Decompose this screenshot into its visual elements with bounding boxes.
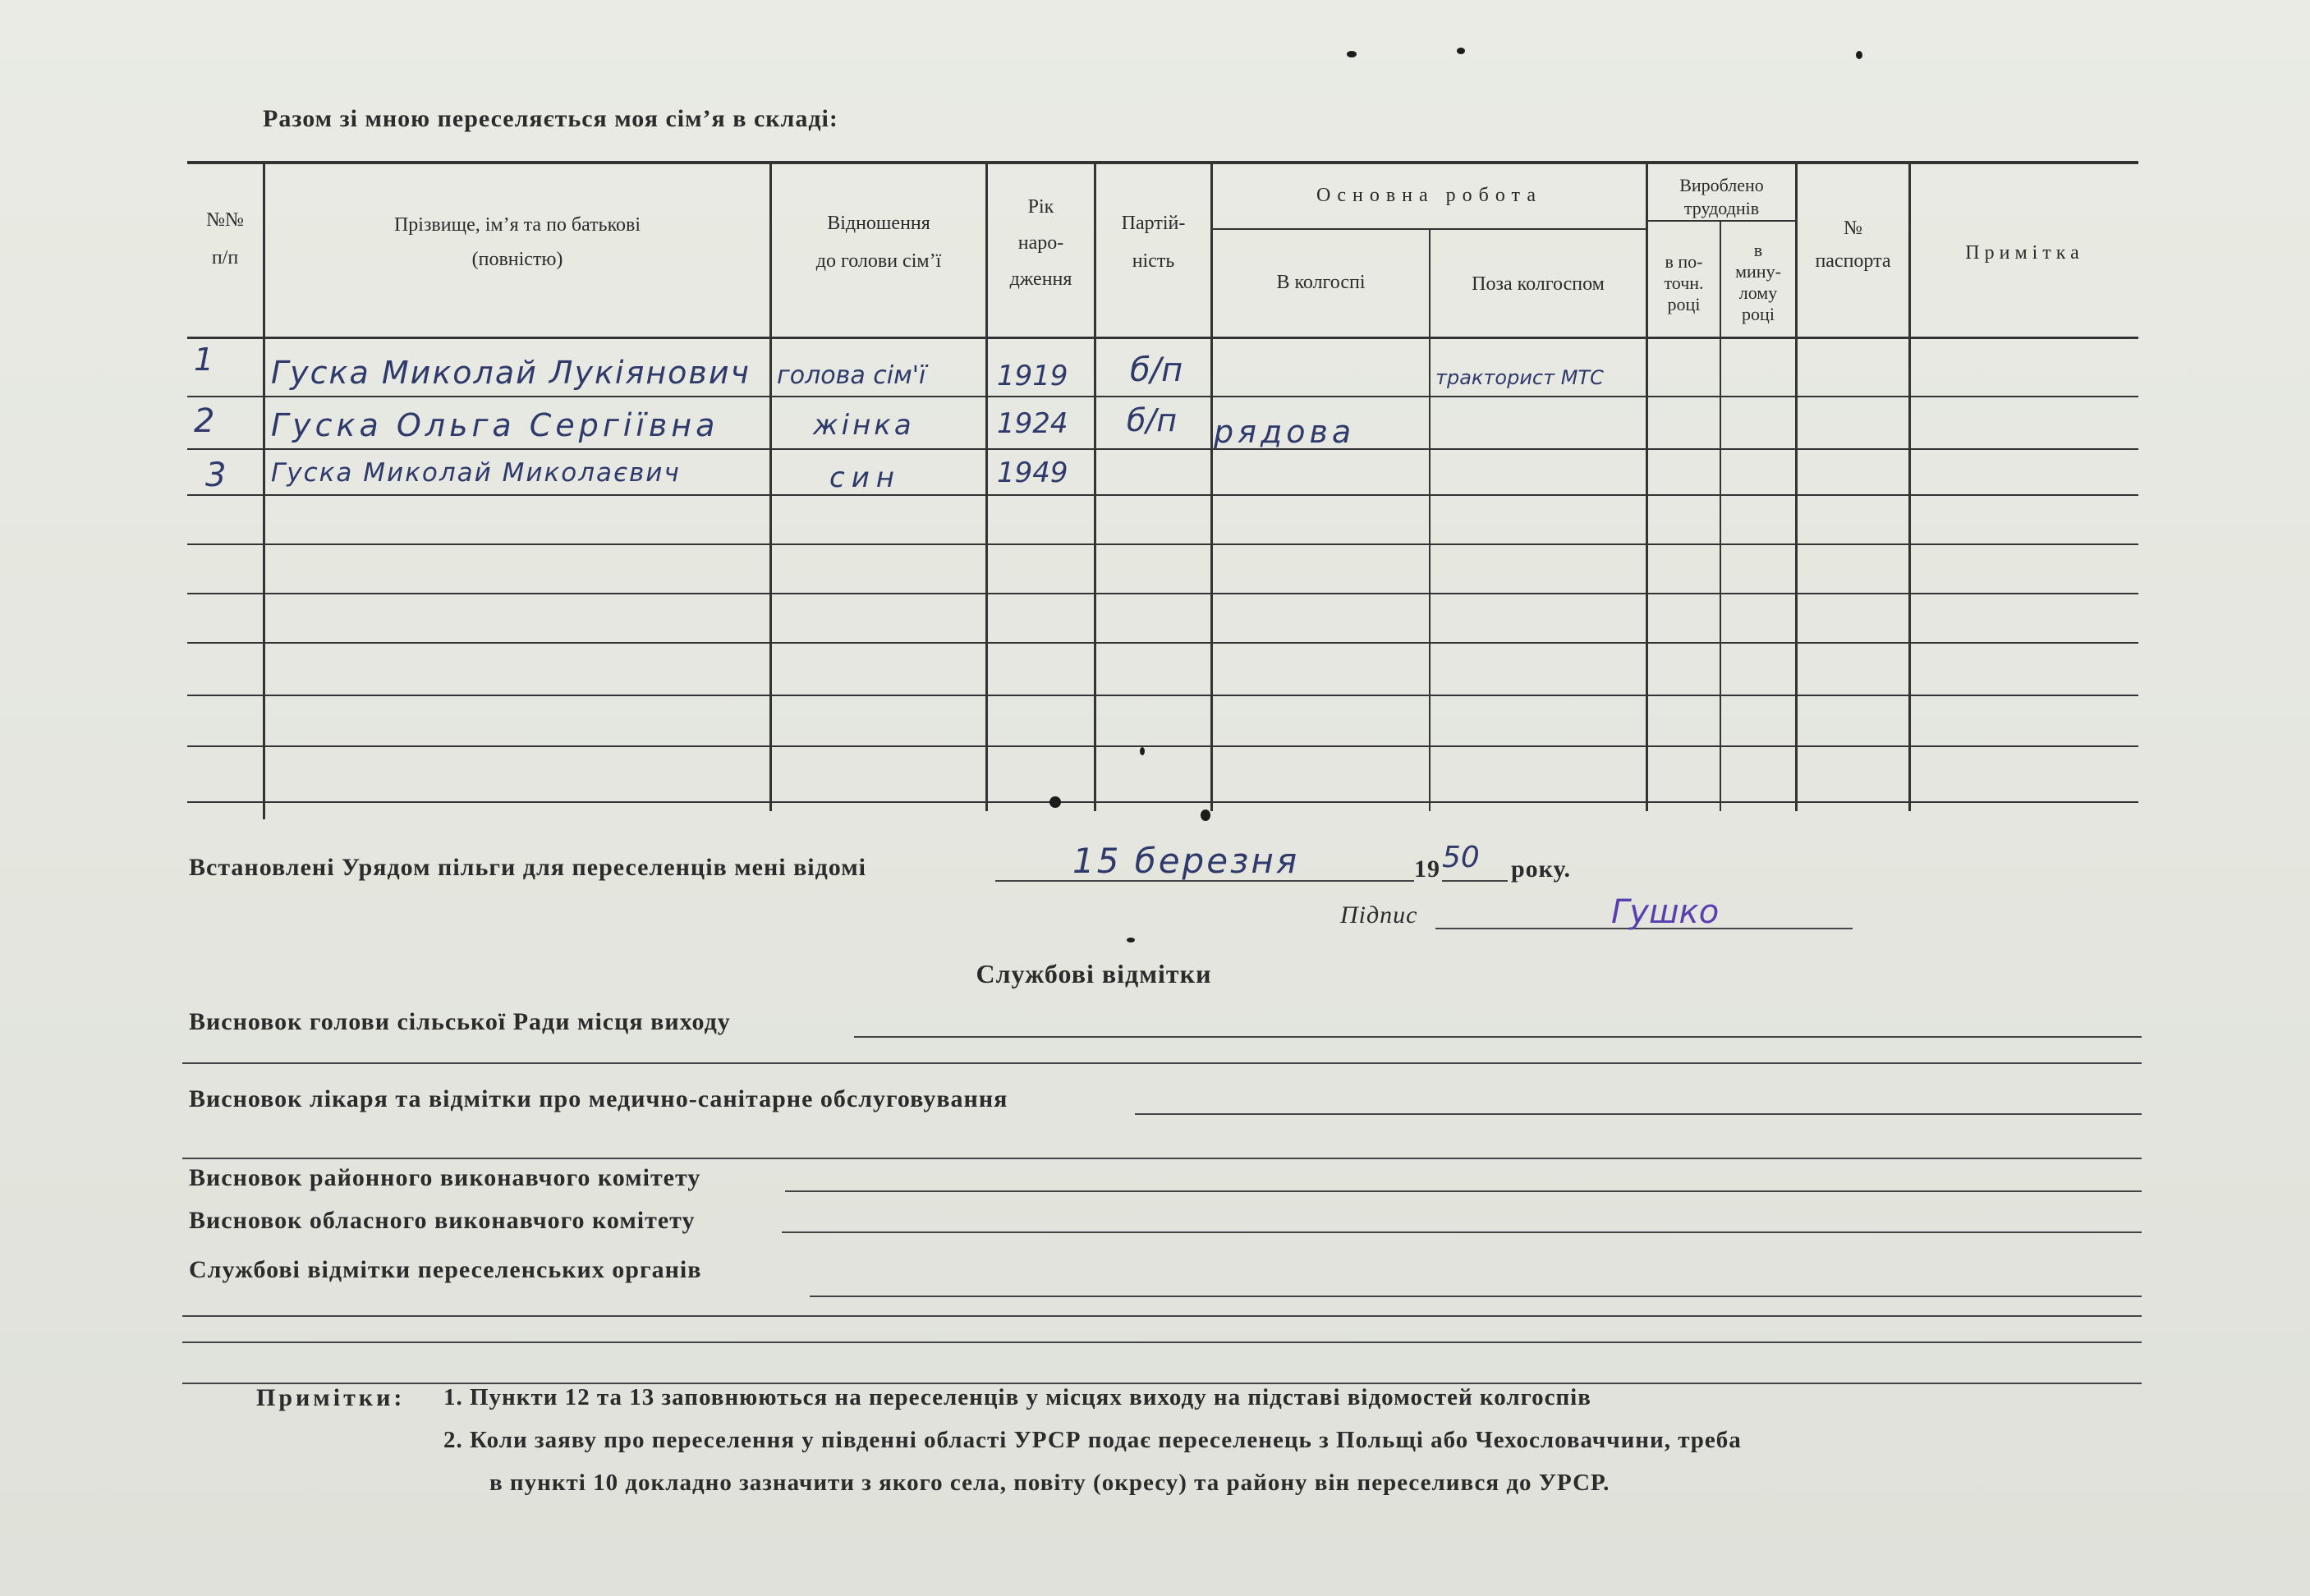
- header-remark: Примітка: [1965, 242, 2084, 264]
- benefits-label: Встановлені Урядом пільги для переселенців мені відомі: [189, 854, 867, 881]
- table-top-border: [187, 161, 2138, 164]
- header-work: Основна робота: [1316, 185, 1542, 206]
- col-divider-party: [1210, 163, 1213, 811]
- service-fill: [182, 1315, 2142, 1317]
- service-fill: [182, 1062, 2142, 1064]
- row-3-num: 3: [205, 456, 227, 494]
- benefits-year-line: [1442, 880, 1508, 882]
- service-title: Службові відмітки: [976, 959, 1212, 988]
- header-wd-past: в мину- лому році: [1735, 240, 1781, 324]
- paper-spot: [1140, 747, 1145, 755]
- row-2-name: Гуска Ольга Сергіївна: [271, 407, 719, 443]
- row-2-party: б/п: [1127, 402, 1178, 438]
- service-line-resettlement: Службові відмітки переселенських органів: [189, 1256, 702, 1283]
- service-line-district: Висновок районного виконавчого комітету: [189, 1164, 701, 1191]
- paper-spot: [1049, 796, 1061, 808]
- intro-text: Разом зі мною переселяється моя сім’я в складі:: [263, 105, 838, 132]
- service-fill: [1135, 1113, 2142, 1115]
- row-2-relation: жінка: [813, 409, 915, 442]
- row-line: [187, 543, 2138, 545]
- paper-spot: [1127, 938, 1135, 942]
- row-1-year: 1919: [997, 360, 1068, 392]
- row-line: [187, 593, 2138, 594]
- row-3-relation: син: [829, 461, 902, 494]
- service-fill: [785, 1190, 2142, 1192]
- row-3-year: 1949: [997, 456, 1068, 489]
- note-3: в пункті 10 докладно зазначити з якого села, повіту (окресу) та району він переселився до УРСР.: [489, 1470, 1610, 1496]
- benefits-date: 15 березня: [1072, 841, 1300, 881]
- row-line: [187, 801, 2138, 803]
- service-line-region: Висновок обласного виконавчого комітету: [189, 1207, 696, 1234]
- row-line: [187, 396, 2138, 397]
- work-header-subline: [1212, 228, 1646, 230]
- header-workdays: Вироблено трудоднів: [1679, 175, 1764, 218]
- service-line-doctor: Висновок лікаря та відмітки про медично-санітарне обслуговування: [189, 1085, 1008, 1112]
- note-2: 2. Коли заяву про переселення у південні області УРСР подає переселенець з Польщі або Чехословаччини, треба: [443, 1427, 1742, 1453]
- header-passport: № паспорта: [1815, 218, 1891, 272]
- service-fill: [182, 1341, 2142, 1343]
- row-line: [187, 695, 2138, 696]
- service-fill: [182, 1158, 2142, 1159]
- service-fill: [782, 1231, 2142, 1233]
- paper-spot: [1457, 48, 1465, 54]
- row-3-name: Гуска Миколай Миколаєвич: [271, 458, 681, 488]
- signature: Гушко: [1611, 893, 1720, 931]
- row-1-name: Гуска Миколай Лукіянович: [271, 355, 751, 391]
- signature-label: Підпис: [1340, 901, 1418, 929]
- row-2-work-in: рядова: [1214, 414, 1356, 450]
- note-1: 1. Пункти 12 та 13 заповнюються на переселенців у місцях виходу на підставі відомостей колгоспів: [443, 1384, 1591, 1410]
- notes-label: Примітки:: [256, 1384, 406, 1411]
- header-relation: Відношення до голови сім’ї: [815, 213, 942, 272]
- table-header-border: [187, 337, 2138, 339]
- header-wd-current: в по- точн. році: [1664, 251, 1704, 314]
- service-fill: [854, 1036, 2142, 1038]
- row-2-num: 2: [194, 402, 215, 440]
- header-work-in: В колгоспі: [1276, 272, 1366, 293]
- paper-spot: [1347, 51, 1357, 57]
- row-1-party: б/п: [1130, 351, 1183, 389]
- service-line-village-council: Висновок голови сільської Ради місця виходу: [189, 1008, 731, 1035]
- row-1-relation: голова сім'ї: [777, 361, 926, 390]
- row-1-num: 1: [194, 342, 214, 378]
- row-line: [187, 448, 2138, 450]
- row-2-year: 1924: [997, 407, 1068, 440]
- workdays-header-subline: [1647, 220, 1795, 222]
- paper-spot: [1856, 51, 1862, 59]
- paper-spot: [1201, 809, 1210, 821]
- col-divider-work: [1429, 228, 1431, 811]
- row-1-work-out: тракторист МТС: [1435, 366, 1604, 389]
- row-line: [187, 745, 2138, 747]
- header-work-out: Поза колгоспом: [1472, 273, 1605, 295]
- row-line: [187, 494, 2138, 496]
- header-num: №№ п/п: [206, 209, 244, 268]
- benefits-year-suffix: року.: [1511, 855, 1572, 883]
- header-party: Партій- ність: [1121, 213, 1186, 272]
- benefits-year: 50: [1442, 841, 1480, 874]
- header-name: Прізвище, ім’я та по батькові (повністю): [393, 214, 641, 270]
- header-year: Рік наро- дження: [1009, 196, 1072, 290]
- benefits-year-prefix: 19: [1414, 855, 1440, 883]
- service-fill: [810, 1296, 2142, 1297]
- row-line: [187, 642, 2138, 644]
